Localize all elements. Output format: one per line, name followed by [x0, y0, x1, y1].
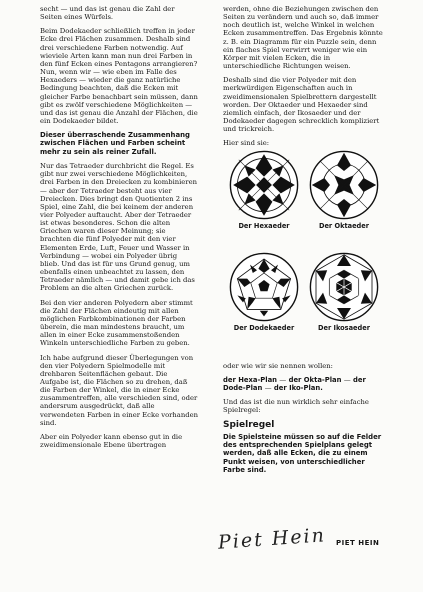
plan-article: der — [353, 375, 366, 384]
paragraph: Beim Dodekaeder schließlich treffen in jeder Ecke drei Flächen zusammen. Deshalb sind drei verschiedene Farben notwendig. Auf wieviele Arten kann man nun drei Farben in den fünf Ecken eines Pentagons arrangieren? Nun, wenn wir — wie eben im Falle des Hexaeders — wieder die ganz natürliche Bedingung beachten, daß die Ecken mit gleicher Farbe benachbart sein müssen, dann gibt es zwölf verschiedene Möglichkeiten — und das ist genau die Anzahl der Flächen, die ein Dodekaeder bildet. — [40, 27, 198, 126]
left-column — [40, 5, 198, 455]
dode-plan-label: Der Dodekaeder — [233, 323, 295, 332]
paragraph: Nur das Tetraeder durchbricht die Regel. Es gibt nur zwei verschiedene Möglichkeiten, drei Farben in den Dreiecken zu kombinieren — aber der Tetraeder besteht aus vier Dreiecken. Dies bringt den Quotienten 2 ins Spiel, eine Zahl, die bei keinem der anderen vier Polyeder auftaucht. Aber der Tetraeder ist etwas besonderes. Schon die alten Griechen waren dieser Meinung; sie brachten die fünf Polyeder mit den vier Elementen Erde, Luft, Feuer und Wasser in Verbindung — wobei ein Polyeder übrig blieb. Und das ist für uns Grund genug, um ebenfalls einen unbeachtet zu lassen, den Tetraeder nämlich — und damit gebe ich das Problem an die alten Griechen zurück. — [40, 162, 197, 293]
paragraph: Hier sind sie: — [223, 139, 270, 148]
rules-text: Die Spielsteine müssen so auf die Felder des entsprechenden Spielplans gelegt werden, daß alle Ecken, die zu einem Punkt weisen, von unterschiedlicher Farbe sind. — [223, 432, 382, 474]
dash: — — [264, 383, 272, 392]
bold-statement: Dieser überraschende Zusammenhang zwischen Flächen und Farben scheint mehr zu sein als reiner Zufall. — [40, 131, 190, 156]
paragraph: Ich habe aufgrund dieser Überlegungen von den vier Polyedern Spielmodelle mit drehbaren Seitenflächen gebaut. Die Aufgabe ist, die Flächen so zu drehen, daß die Farben der Winkel, die in einer Ecke zusammentreffen, alle verschieden sind, oder andersrum ausgedrückt, daß alle verwendeten Farben in einer Ecke vorhanden sind. — [40, 353, 198, 427]
okta-plan-figure — [309, 150, 379, 220]
hexa-plan-name: der Hexa-Plan — [223, 375, 278, 384]
paragraph: Deshalb sind die vier Polyeder mit den merkwürdigen Eigenschaften auch in zweidimensionalen Spielbrettern dargestellt worden. Der Oktaeder und Hexaeder sind ziemlich einfach, der Ikosaeder und der Dodekaeder dagegen schrecklich kompliziert und trickreich. — [223, 76, 380, 134]
author-name: PIET HEIN — [336, 539, 380, 547]
hexa-plan-figure — [229, 150, 299, 220]
paragraph: Aber ein Polyeder kann ebenso gut in die zweidimensionale Ebene übertragen — [40, 432, 183, 450]
paragraph: Und das ist die nun wirklich sehr einfache Spielregel: — [223, 398, 369, 415]
right-column — [223, 5, 385, 480]
plan-names — [223, 376, 385, 393]
paragraph: Bei den vier anderen Polyedern aber stimmt die Zahl der Flächen eindeutig mit allen möglichen Farbkombinationen der Farben überein, die man mindestens braucht, um allen in einer Ecke zusammenstoßenden Winkeln unterschiedliche Farben zu geben. — [40, 298, 193, 348]
dode-plan-figure — [229, 252, 299, 322]
paragraph: oder wie wir sie nennen wollen: — [223, 361, 333, 370]
dash: — — [279, 375, 287, 384]
iko-plan-name: der Iko-Plan. — [273, 383, 323, 392]
handwritten-signature: Piet Hein — [217, 524, 327, 554]
okta-plan-label: Der Oktaeder — [318, 221, 369, 230]
paragraph: werden, ohne die Beziehungen zwischen den Seiten zu verändern und auch so, daß immer noch deutlich ist, welche Winkel in welchen Ecken zusammentreffen. Das Ergebnis könnte z. B. ein Diagramm für ein Puzzle sein, denn ein flaches Spiel verwirrt weniger wie ein Körper mit vielen Ecken, die in unterschiedliche Richtungen weisen. — [223, 5, 383, 71]
iko-plan-label: Der Ikosaeder — [318, 323, 370, 332]
iko-plan-figure — [309, 252, 379, 322]
rules-heading: Spielregel — [223, 419, 275, 430]
dash: — — [343, 375, 351, 384]
okta-plan-name: der Okta-Plan — [288, 375, 342, 384]
hexa-plan-label: Der Hexaeder — [238, 221, 290, 230]
paragraph: secht — und das ist genau die Zahl der Seiten eines Würfels. — [40, 5, 175, 22]
game-board-figures — [223, 150, 385, 364]
dode-plan-name: Dode-Plan — [223, 383, 263, 392]
